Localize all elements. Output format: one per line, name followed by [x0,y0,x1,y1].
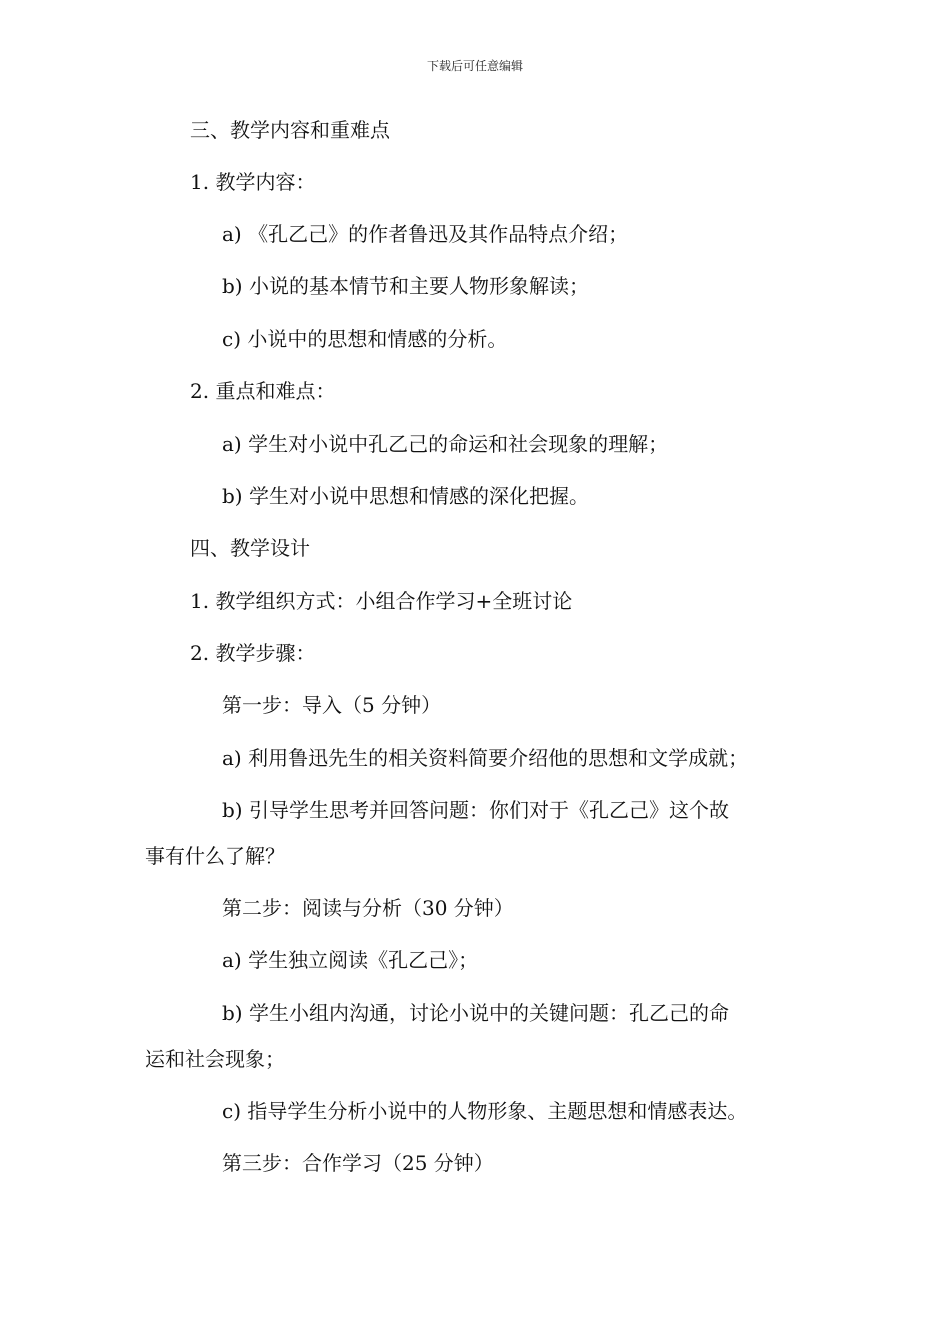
step-heading-2: 第二步：阅读与分析（30 分钟） [222,896,514,920]
section-heading-4: 四、教学设计 [190,536,310,560]
list-item: b) 学生对小说中思想和情感的深化把握。 [222,484,589,508]
list-item: a) 《孔乙己》的作者鲁迅及其作品特点介绍； [222,222,629,246]
subheading-steps: 2. 教学步骤： [190,641,316,665]
list-item: b) 引导学生思考并回答问题：你们对于《孔乙己》这个故 [222,798,729,822]
list-item: a) 学生独立阅读《孔乙己》； [222,948,479,972]
list-item: c) 小说中的思想和情感的分析。 [222,327,508,351]
subheading-teaching-content: 1. 教学内容： [190,170,316,194]
list-item: a) 利用鲁迅先生的相关资料简要介绍他的思想和文学成就； [222,746,749,770]
section-heading-3: 三、教学内容和重难点 [190,118,390,142]
list-item: b) 学生小组内沟通，讨论小说中的关键问题：孔乙己的命 [222,1001,729,1025]
page-header-note: 下载后可任意编辑 [426,59,523,73]
subheading-key-points: 2. 重点和难点： [190,379,336,403]
list-item: b) 小说的基本情节和主要人物形象解读； [222,274,589,298]
list-item-continuation: 事有什么了解？ [145,844,285,868]
list-item: c) 指导学生分析小说中的人物形象、主题思想和情感表达。 [222,1099,748,1123]
list-item-continuation: 运和社会现象； [145,1047,285,1071]
step-heading-1: 第一步：导入（5 分钟） [222,693,442,717]
subheading-organization: 1. 教学组织方式：小组合作学习+全班讨论 [190,589,573,613]
step-heading-3: 第三步：合作学习（25 分钟） [222,1151,494,1175]
list-item: a) 学生对小说中孔乙己的命运和社会现象的理解； [222,432,669,456]
